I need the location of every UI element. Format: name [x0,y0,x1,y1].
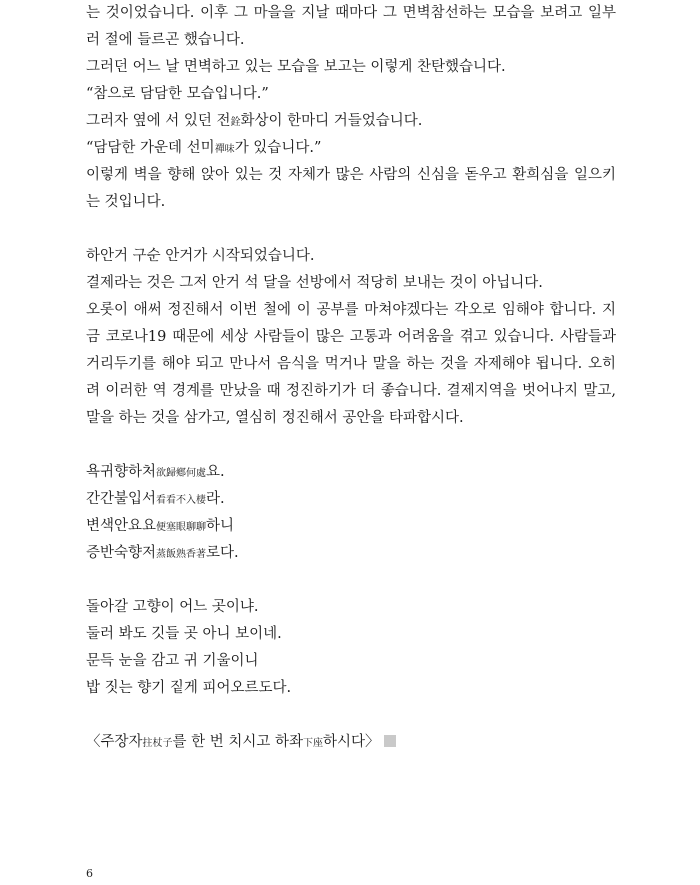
hanja-annotation: 看看不入棲 [156,495,207,506]
hanja-annotation: 拄杖子 [142,738,173,749]
verse-line [86,486,616,513]
text-line [86,108,616,135]
document-page [86,0,616,756]
verse-tail: 로다. [206,545,239,561]
verse-hangul: 욕귀향하처 [86,464,157,480]
verse-translation-line: 밥 짓는 향기 짙게 피어오르도다. [86,680,292,696]
paragraph-gap [86,567,616,594]
verse-translation-line: 둘러 봐도 깃들 곳 아니 보이네. [86,626,282,642]
text-segment: 화상이 한마디 거들었습니다. [240,113,423,129]
paragraph-gap [86,216,616,243]
text-line: 오롯이 애써 정진해서 이번 철에 이 공부를 마쳐야겠다는 각오로 임해야 합니다. 지 [86,302,616,318]
verse-tail: 요. [206,464,225,480]
text-line: 이렇게 벽을 향해 앉아 있는 것 자체가 많은 사람의 신심을 돋우고 환희심을 일으키 [86,167,616,183]
verse-hangul: 증반숙향저 [86,545,157,561]
text-line: “참으로 담담한 모습입니다.” [86,86,269,102]
hanja-annotation: 蒸飯熟香著 [156,549,207,560]
verse-tail: 라. [206,491,225,507]
text-segment: 〈주장자 [86,734,143,750]
text-line: 거리두기를 해야 되고 만나서 음식을 먹거나 말을 하는 것을 자제해야 됩니다. 오히 [86,356,616,372]
verse-hangul: 간간불입서 [86,491,157,507]
hanja-annotation: 下座 [303,738,324,749]
text-line: 러 절에 들르곤 했습니다. [86,32,245,48]
text-line: 는 것이었습니다. 이후 그 마을을 지날 때마다 그 면벽참선하는 모습을 보려고 일부 [86,5,616,21]
text-segment: 하시다〉 [323,734,380,750]
hanja-annotation: 欲歸鄕何處 [156,468,207,479]
text-line: 는 것입니다. [86,194,166,210]
page-number: 6 [86,867,93,880]
end-mark-icon [384,735,396,747]
hanja-annotation: 便塞眼聊聊 [156,522,207,533]
paragraph-gap [86,702,616,729]
text-segment: 그러자 옆에 서 있던 전 [86,113,231,129]
text-line: 결제라는 것은 그저 안거 석 달을 선방에서 적당히 보내는 것이 아닙니다. [86,275,543,291]
text-line [86,135,616,162]
verse-line [86,540,616,567]
text-segment: “담담한 가운데 선미 [86,140,215,156]
text-line: 말을 하는 것을 삼가고, 열심히 정진해서 공안을 타파합시다. [86,410,464,426]
verse-translation-line: 돌아갈 고향이 어느 곳이냐. [86,599,259,615]
text-segment: 가 있습니다.” [234,140,322,156]
verse-hangul: 변색안요요 [86,518,157,534]
text-line: 하안거 구순 안거가 시작되었습니다. [86,248,315,264]
hanja-annotation: 銓 [230,117,241,128]
verse-line [86,459,616,486]
text-line: 려 이러한 역 경계를 만났을 때 정진하기가 더 좋습니다. 결제지역을 벗어나지 말고, [86,383,616,399]
hanja-annotation: 禪味 [214,144,235,155]
text-segment: 를 한 번 치시고 하좌 [172,734,304,750]
text-line: 그러던 어느 날 면벽하고 있는 모습을 보고는 이렇게 찬탄했습니다. [86,59,506,75]
closing-line [86,729,616,756]
verse-line [86,513,616,540]
paragraph-gap [86,432,616,459]
verse-translation-line: 문득 눈을 감고 귀 기울이니 [86,653,259,669]
verse-tail: 하니 [206,518,235,534]
text-line: 금 코로나19 때문에 세상 사람들이 많은 고통과 어려움을 겪고 있습니다. 사람들과 [86,329,616,345]
